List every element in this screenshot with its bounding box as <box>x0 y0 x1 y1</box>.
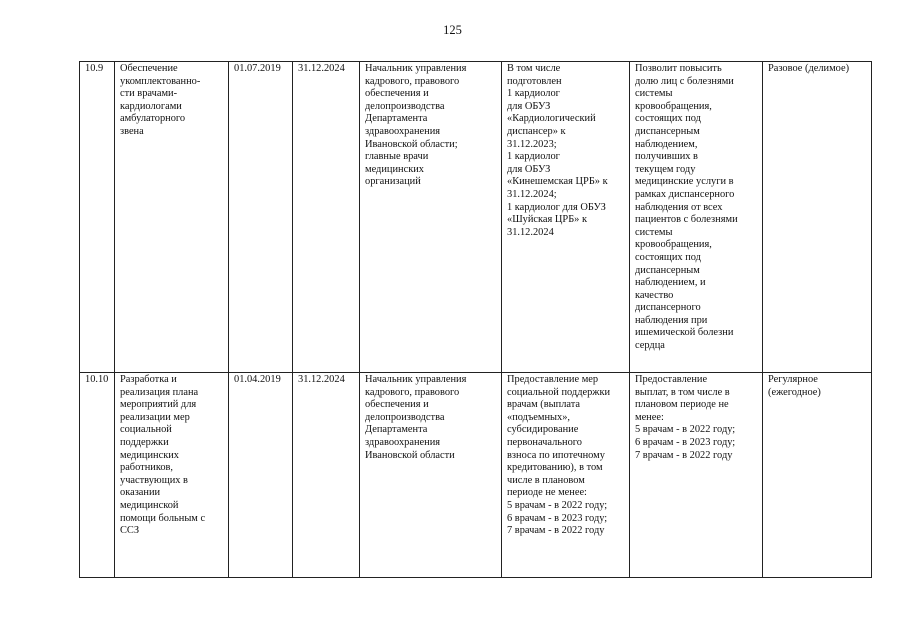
activity-type: Регулярное (ежегодное) <box>763 373 872 578</box>
result: В том числе подготовлен 1 кардиолог для ОБУЗ «Кардиологический диспансер» к 31.12.2023; 1 кардиолог для ОБУЗ «Кинешемская ЦРБ» к 31.12.2024; 1 кардиолог для ОБУЗ «Шуйская ЦРБ» к 31.12.2024 <box>502 62 630 373</box>
effect: Предоставление выплат, в том числе в плановом периоде не менее: 5 врачам - в 2022 году; 6 врачам - в 2023 году; 7 врачам - в 2022 году <box>630 373 763 578</box>
table-row <box>80 373 872 578</box>
page-number: 125 <box>443 23 462 37</box>
end-date: 31.12.2024 <box>293 373 360 578</box>
row-number: 10.10 <box>80 373 115 578</box>
activity-name: Обеспечение укомплектованно- сти врачами- кардиологами амбулаторного звена <box>115 62 229 373</box>
result: Предоставление мер социальной поддержки врачам (выплата «подъемных», субсидирование первоначального взноса по ипотечному кредитованию), в том числе в плановом периоде не менее: 5 врачам - в 2022 году; 6 врачам - в 2023 году; 7 врачам - в 2022 году <box>502 373 630 578</box>
effect: Позволит повысить долю лиц с болезнями системы кровообращения, состоящих под диспансерным наблюдением, получивших в текущем году медицинские услуги в рамках диспансерного наблюдения от всех пациентов с болезнями системы кровообращения, состоящих под диспансерным наблюдением, и качество диспансерного наблюдения при ишемической болезни сердца <box>630 62 763 373</box>
end-date: 31.12.2024 <box>293 62 360 373</box>
table-row <box>80 62 872 373</box>
responsible: Начальник управления кадрового, правового обеспечения и делопроизводства Департамента здравоохранения Ивановской области; главные врачи медицинских организаций <box>360 62 502 373</box>
start-date: 01.07.2019 <box>229 62 293 373</box>
activity-name: Разработка и реализация плана мероприятий для реализации мер социальной поддержки медицинских работников, участвующих в оказании медицинской помощи больным с ССЗ <box>115 373 229 578</box>
activities-table <box>79 61 872 578</box>
activity-type: Разовое (делимое) <box>763 62 872 373</box>
start-date: 01.04.2019 <box>229 373 293 578</box>
row-number: 10.9 <box>80 62 115 373</box>
responsible: Начальник управления кадрового, правового обеспечения и делопроизводства Департамента здравоохранения Ивановской области <box>360 373 502 578</box>
